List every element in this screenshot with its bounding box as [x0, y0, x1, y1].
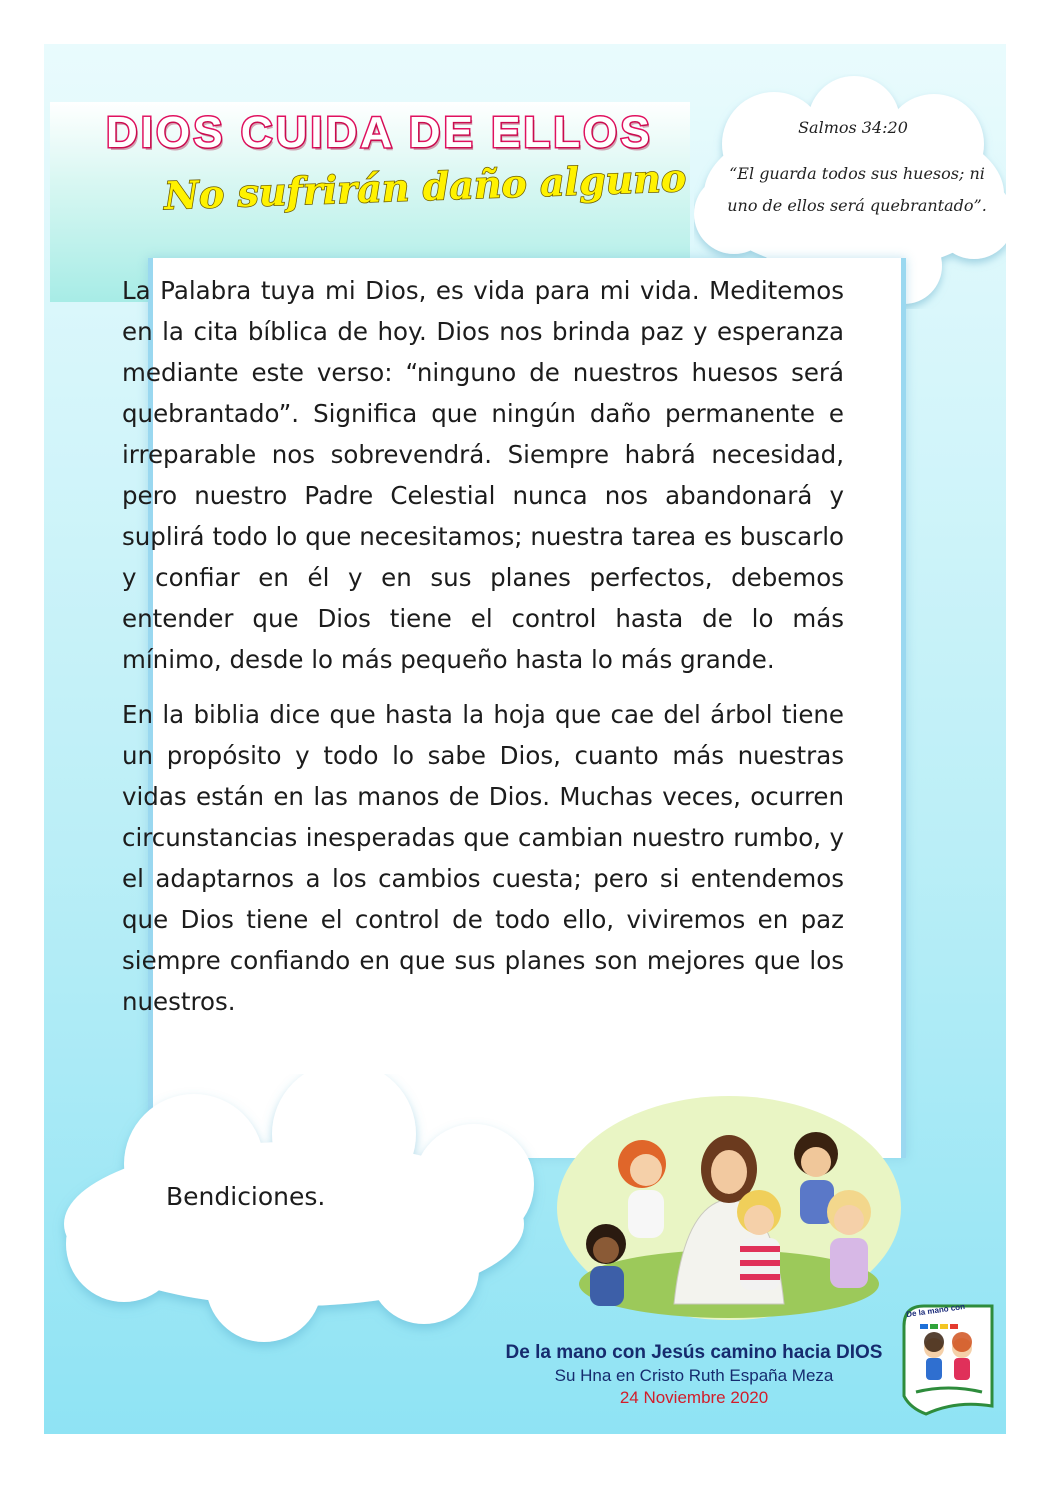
footer-title: De la mano con Jesús camino hacia DIOS	[505, 1342, 883, 1363]
body-paragraph-2: En la biblia dice que hasta la hoja que cae del árbol tiene un propósito y todo lo sabe Dios, cuanto más nuestras vidas están en las manos de Dios. Muchas veces, ocurren circunstancias inesperadas que cambian nuestro rumbo, y el adaptarnos a los cambios cuesta; pero si entendemos que Dios tiene el control de todo ello, viviremos en paz siempre confiando en que sus planes son mejores que los nuestros.	[122, 700, 844, 1016]
verse-text: “El guarda todos sus huesos; ni uno de ellos será quebrantado”.	[727, 164, 987, 215]
logo-text: De la mano con	[905, 1301, 966, 1320]
footer-date: 24 Noviembre 2020	[619, 1388, 769, 1407]
jesus-children-illustration	[554, 1094, 904, 1322]
footer	[434, 1342, 954, 1408]
page-title: DIOS CUIDA DE ELLOS	[106, 108, 653, 157]
footer-author: Su Hna en Cristo Ruth España Meza	[554, 1366, 834, 1385]
closing-text: Bendiciones.	[166, 1182, 326, 1211]
page-subtitle: No sufrirán daño alguno	[163, 154, 687, 219]
body-paragraph-1: La Palabra tuya mi Dios, es vida para mi vida. Meditemos en la cita bíblica de hoy. Dios nos brinda paz y esperanza mediante este verso: “ninguno de nuestros huesos será quebrantado”. Significa que ningún daño permanente e irreparable nos sobrevendrá. Siempre habrá necesidad, pero nuestro Padre Celestial nunca nos abandonará y suplirá todo lo que necesitamos; nuestra tarea es buscarlo y confiar en él y en sus planes perfectos, debemos entender que Dios tiene el control hasta de lo más mínimo, desde lo más pequeño hasta lo más grande.	[122, 276, 844, 674]
body-text	[122, 270, 844, 1036]
verse-reference: Salmos 34:20	[798, 118, 908, 137]
